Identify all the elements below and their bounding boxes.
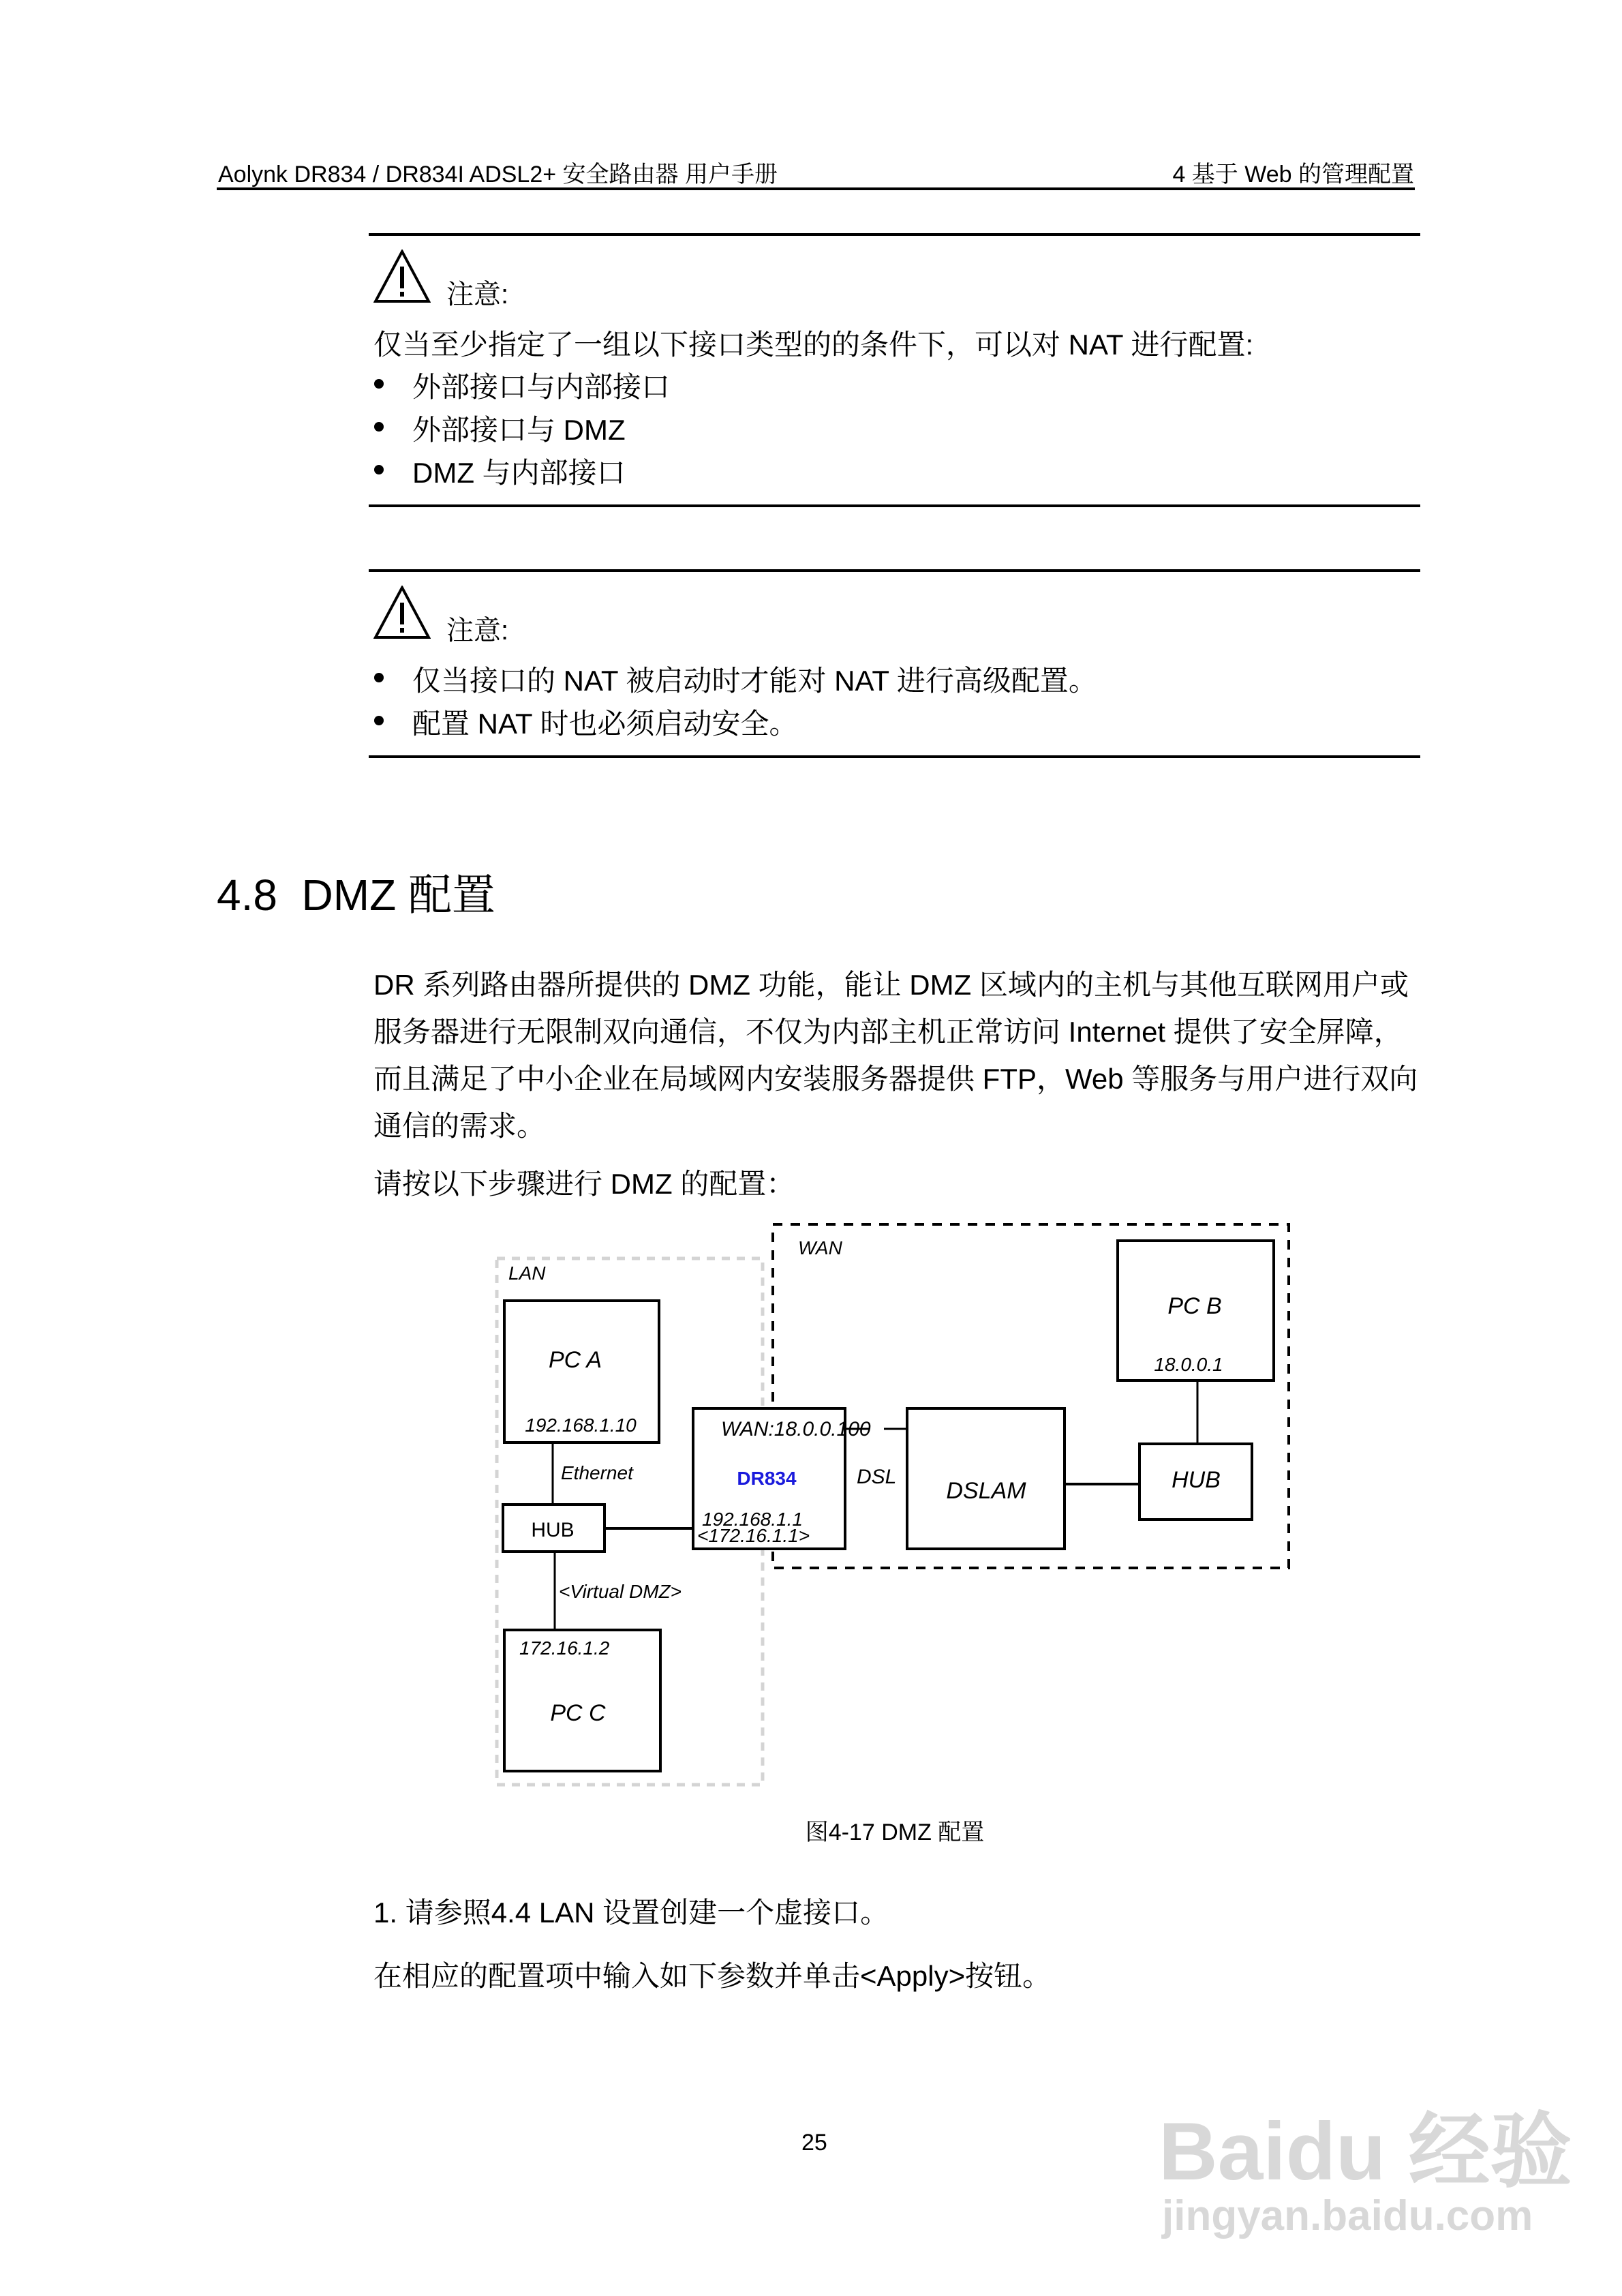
router-lan-ip: 192.168.1.1 (702, 1509, 803, 1530)
header-left: Aolynk DR834 / DR834I ADSL2+ 安全路由器 用户手册 (218, 162, 778, 187)
step-1-detail: 在相应的配置项中输入如下参数并单击<Apply>按钮。 (373, 1960, 1052, 1992)
pc-c-ip: 172.16.1.2 (519, 1637, 610, 1659)
header-right: 4 基于 Web 的管理配置 (1172, 162, 1414, 187)
pc-b-name: PC B (1167, 1293, 1222, 1319)
ethernet-label: Ethernet (561, 1462, 633, 1483)
note-bullet: DMZ 与内部接口 (412, 457, 626, 489)
step-1: 1. 请参照4.4 LAN 设置创建一个虚接口。 (373, 1897, 889, 1929)
dsl-label: DSL (857, 1466, 897, 1488)
pc-a-name: PC A (548, 1347, 602, 1373)
paragraph-line: 服务器进行无限制双向通信，不仅为内部主机正常访问 Internet 提供了安全屏障， (373, 1016, 1403, 1048)
router-wan-ip: WAN:18.0.0.100 (721, 1418, 871, 1440)
lan-hub-label: HUB (531, 1519, 575, 1541)
virtual-dmz-label: <Virtual DMZ> (559, 1581, 682, 1602)
baidu-watermark-logo: Baidu 经验 (1159, 2106, 1572, 2197)
note-bullet: 外部接口与 DMZ (412, 414, 626, 446)
paragraph-line: 通信的需求。 (373, 1110, 546, 1142)
pc-c-name: PC C (550, 1700, 606, 1726)
note-bullet: 仅当接口的 NAT 被启动时才能对 NAT 进行高级配置。 (412, 665, 1097, 697)
note-title: 注意: (446, 616, 509, 646)
section-title: DMZ 配置 (301, 871, 495, 920)
pc-a-ip: 192.168.1.10 (525, 1415, 637, 1436)
router-dmz-ip: <172.16.1.1> (697, 1525, 810, 1546)
page-number: 25 (801, 2130, 827, 2156)
wan-hub-label: HUB (1172, 1467, 1221, 1493)
wan-label: WAN (798, 1237, 842, 1258)
figure-caption: 图4-17 DMZ 配置 (805, 1819, 985, 1845)
pc-b-ip: 18.0.0.1 (1154, 1354, 1223, 1375)
note-title: 注意: (446, 280, 509, 309)
note-bullet: 外部接口与内部接口 (412, 371, 671, 403)
paragraph-line: 而且满足了中小企业在局域网内安装服务器提供 FTP，Web 等服务与用户进行双向 (373, 1063, 1418, 1095)
section-number: 4.8 (217, 871, 277, 920)
lan-label: LAN (508, 1263, 546, 1284)
steps-intro: 请按以下步骤进行 DMZ 的配置： (373, 1168, 795, 1200)
note-text: 仅当至少指定了一组以下接口类型的的条件下，可以对 NAT 进行配置: (373, 329, 1254, 361)
router-name: DR834 (737, 1468, 797, 1489)
paragraph-line: DR 系列路由器所提供的 DMZ 功能，能让 DMZ 区域内的主机与其他互联网用户或 (373, 969, 1409, 1001)
note-bullet: 配置 NAT 时也必须启动安全。 (412, 708, 798, 740)
baidu-watermark-url: jingyan.baidu.com (1162, 2192, 1533, 2239)
dslam-label: DSLAM (946, 1478, 1026, 1504)
